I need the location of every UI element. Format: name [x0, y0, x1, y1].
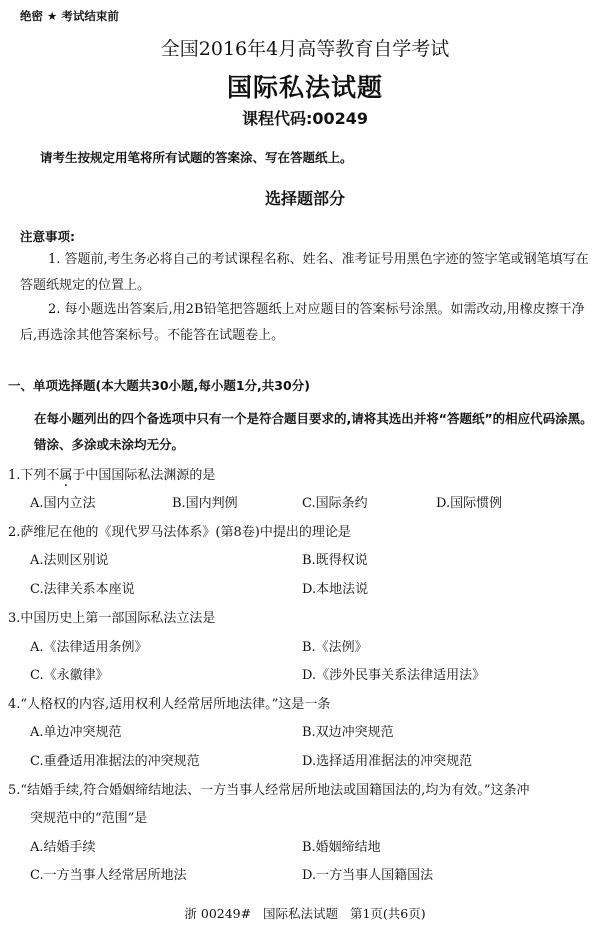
- question-3-option-d: D.《涉外民事关系法律适用法》: [302, 668, 486, 683]
- part-title: 选择题部分: [264, 189, 345, 208]
- question-4-option-a: A.单边冲突规范: [30, 725, 122, 740]
- secret-mark: 绝密 ★ 考试结束前: [20, 9, 119, 23]
- question-3-stem: 3.中国历史上第一部国际私法立法是: [8, 611, 216, 626]
- question-1-option-c: C.国际条约: [302, 496, 368, 511]
- notes-heading: 注意事项:: [20, 229, 75, 244]
- question-1-option-b: B.国内判例: [172, 496, 238, 511]
- question-4-option-d: D.选择适用准据法的冲突规范: [302, 754, 473, 769]
- question-2-option-d: D.本地法说: [302, 582, 369, 597]
- question-2-option-b: B.既得权说: [302, 553, 368, 568]
- question-4-stem: 4.“人格权的内容,适用权利人经常居所地法律。”这是一条: [8, 697, 331, 712]
- question-1-stem-prefix: 1.下列: [8, 468, 47, 483]
- section-heading: 一、单项选择题(本大题共30小题,每小题1分,共30分): [8, 378, 310, 393]
- question-5-option-c: C.一方当事人经常居所地法: [30, 868, 187, 883]
- answer-instruction: 请考生按规定用笔将所有试题的答案涂、写在答题纸上。: [40, 150, 353, 165]
- question-5-stem-line-2: 突规范中的“范围”是: [30, 811, 148, 826]
- question-3-option-b: B.《法例》: [302, 640, 368, 655]
- section-instruction: 在每小题列出的四个备选项中只有一个是符合题目要求的,请将其选出并将“答题纸”的相应代码涂黑。错涂、多涂或未涂均无分。: [34, 411, 593, 452]
- question-1-stem-suffix: 中国国际私法渊源的是: [85, 468, 216, 483]
- note-item-1: 1. 答题前,考生务必将自己的考试课程名称、姓名、准考证号用黑色字迹的签字笔或钢笔填写在答题纸规定的位置上。: [20, 252, 589, 293]
- note-item-2: 2. 每小题选出答案后,用2B铅笔把答题纸上对应题目的答案标号涂黑。如需改动,用橡皮擦干净后,再选涂其他答案标号。不能答在试题卷上。: [20, 302, 585, 343]
- question-3-option-c: C.《永徽律》: [30, 668, 109, 683]
- question-5-option-a: A.结婚手续: [30, 840, 96, 855]
- question-5-option-d: D.一方当事人国籍国法: [302, 868, 434, 883]
- question-5-option-b: B.婚姻缔结地: [302, 840, 381, 855]
- subject-title: 国际私法试题: [226, 73, 383, 102]
- question-5-stem-line-1: 5.“结婚手续,符合婚姻缔结地法、一方当事人经常居所地法或国籍国法的,均为有效。”这条冲: [8, 783, 530, 798]
- question-4-option-b: B.双边冲突规范: [302, 725, 394, 740]
- question-4-option-c: C.重叠适用准据法的冲突规范: [30, 754, 200, 769]
- course-code: 课程代码:00249: [241, 109, 369, 128]
- page-footer: 浙 00249# 国际私法试题 第1页(共6页): [184, 906, 426, 921]
- question-2-stem: 2.萨维尼在他的《现代罗马法体系》(第8卷)中提出的理论是: [8, 525, 351, 540]
- exam-title: 全国2016年4月高等教育自学考试: [160, 38, 450, 60]
- question-1-option-a: A.国内立法: [30, 496, 96, 511]
- question-1-emphasis: 不属于: [46, 468, 86, 483]
- question-3-option-a: A.《法律适用条例》: [30, 640, 148, 655]
- question-2-option-c: C.法律关系本座说: [30, 582, 135, 597]
- question-1-stem: [8, 464, 215, 483]
- question-1-option-d: D.国际惯例: [436, 496, 503, 511]
- question-2-option-a: A.法则区别说: [30, 553, 109, 568]
